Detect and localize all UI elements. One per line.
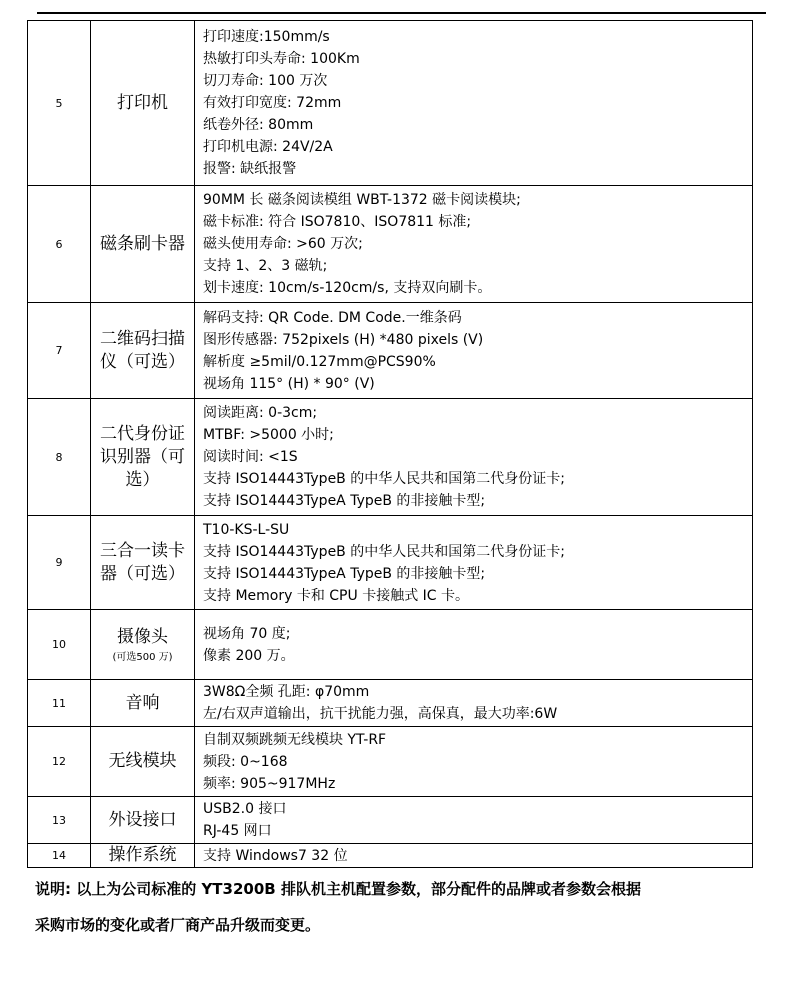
spec-line: 支持 ISO14443TypeB 的中华人民共和国第二代身份证卡; bbox=[203, 471, 565, 487]
spec-line: 视场角 70 度; bbox=[203, 625, 291, 642]
spec-row bbox=[28, 610, 753, 680]
component-name: 无线模块 bbox=[108, 751, 177, 771]
row-number: 11 bbox=[28, 680, 91, 727]
component-cell bbox=[91, 844, 195, 868]
spec-line: 切刀寿命: 100 万次 bbox=[203, 73, 328, 89]
row-number: 12 bbox=[28, 727, 91, 797]
spec-row bbox=[28, 797, 753, 844]
row-number: 5 bbox=[28, 21, 91, 186]
spec-row bbox=[28, 399, 753, 516]
spec-line: 视场角 115° (H) * 90° (V) bbox=[203, 375, 375, 392]
component-subnote: (可选500 万) bbox=[112, 651, 173, 663]
row-number: 9 bbox=[28, 516, 91, 610]
spec-line: 3W8Ω全频 孔距: φ70mm bbox=[203, 684, 370, 700]
component-name: 外设接口 bbox=[108, 809, 177, 830]
row-number: 14 bbox=[28, 844, 91, 868]
spec-line: 报警: 缺纸报警 bbox=[203, 161, 297, 177]
spec-line: 解析度 ≥5mil/0.127mm@PCS90% bbox=[203, 353, 436, 370]
spec-row bbox=[28, 727, 753, 797]
row-number: 8 bbox=[28, 399, 91, 516]
spec-line: 支持 Windows7 32 位 bbox=[203, 847, 348, 864]
spec-row bbox=[28, 186, 753, 303]
spec-details bbox=[195, 680, 753, 727]
spec-details bbox=[195, 797, 753, 844]
spec-row bbox=[28, 844, 753, 868]
row-number: 7 bbox=[28, 303, 91, 399]
component-name: 三合一读卡器（可选） bbox=[100, 540, 185, 584]
spec-line: 频段: 0~168 bbox=[203, 753, 288, 770]
spec-row bbox=[28, 21, 753, 186]
component-cell bbox=[91, 680, 195, 727]
row-number: 13 bbox=[28, 797, 91, 844]
spec-line: 支持 ISO14443TypeB 的中华人民共和国第二代身份证卡; bbox=[203, 543, 565, 560]
spec-line: 纸卷外径: 80mm bbox=[203, 117, 314, 133]
component-name: 二维码扫描仪（可选） bbox=[100, 328, 185, 372]
component-name: 操作系统 bbox=[108, 845, 177, 865]
component-cell bbox=[91, 399, 195, 516]
spec-line: 打印速度:150mm/s bbox=[203, 29, 330, 45]
spec-line: USB2.0 接口 bbox=[203, 801, 287, 817]
spec-details bbox=[195, 727, 753, 797]
spec-row bbox=[28, 303, 753, 399]
spec-details bbox=[195, 21, 753, 186]
component-cell bbox=[91, 21, 195, 186]
spec-line: 90MM 长 磁条阅读模组 WBT-1372 磁卡阅读模块; bbox=[203, 192, 521, 208]
spec-details bbox=[195, 186, 753, 303]
spec-line: 阅读时间: <1S bbox=[203, 449, 298, 465]
spec-line: 自制双频跳频无线模块 YT-RF bbox=[203, 731, 387, 748]
spec-line: 打印机电源: 24V/2A bbox=[203, 139, 333, 155]
spec-line: 磁头使用寿命: >60 万次; bbox=[203, 236, 363, 252]
row-number: 10 bbox=[28, 610, 91, 680]
component-cell bbox=[91, 727, 195, 797]
component-cell bbox=[91, 186, 195, 303]
spec-table bbox=[27, 20, 753, 868]
component-name: 磁条刷卡器 bbox=[100, 233, 185, 254]
row-number: 6 bbox=[28, 186, 91, 303]
note-line-1: 说明: 以上为公司标准的 YT3200B 排队机主机配置参数，部分配件的品牌或者参数会根据 bbox=[35, 880, 641, 898]
spec-line: 磁卡标准: 符合 ISO7810、ISO7811 标准; bbox=[203, 214, 472, 230]
spec-line: 支持 Memory 卡和 CPU 卡接触式 IC 卡。 bbox=[203, 587, 470, 604]
component-name: 打印机 bbox=[117, 92, 168, 113]
spec-details bbox=[195, 516, 753, 610]
note-line-2: 采购市场的变化或者厂商产品升级而变更。 bbox=[35, 916, 321, 934]
component-cell bbox=[91, 303, 195, 399]
component-cell bbox=[91, 516, 195, 610]
component-cell bbox=[91, 797, 195, 844]
spec-details bbox=[195, 610, 753, 680]
spec-line: 频率: 905~917MHz bbox=[203, 775, 336, 792]
spec-line: 支持 1、2、3 磁轨; bbox=[203, 258, 328, 274]
spec-details bbox=[195, 844, 753, 868]
component-name: 二代身份证识别器（可选） bbox=[100, 423, 185, 490]
spec-details bbox=[195, 303, 753, 399]
spec-line: 支持 ISO14443TypeA TypeB 的非接触卡型; bbox=[203, 493, 486, 509]
spec-row bbox=[28, 680, 753, 727]
spec-line: 支持 ISO14443TypeA TypeB 的非接触卡型; bbox=[203, 565, 486, 582]
spec-line: 左/右双声道输出，抗干扰能力强，高保真，最大功率:6W bbox=[203, 706, 558, 722]
spec-line: 阅读距离: 0-3cm; bbox=[203, 405, 318, 421]
spec-line: 像素 200 万。 bbox=[203, 647, 295, 664]
component-name: 音响 bbox=[125, 692, 160, 713]
spec-line: 解码支持: QR Code. DM Code.一维条码 bbox=[203, 309, 462, 326]
component-name: 摄像头 bbox=[117, 626, 168, 647]
spec-row bbox=[28, 516, 753, 610]
spec-line: T10-KS-L-SU bbox=[203, 521, 290, 538]
spec-line: RJ-45 网口 bbox=[203, 823, 272, 839]
component-cell bbox=[91, 610, 195, 680]
spec-line: 划卡速度: 10cm/s-120cm/s, 支持双向刷卡。 bbox=[203, 280, 492, 296]
spec-line: 有效打印宽度: 72mm bbox=[203, 95, 342, 111]
spec-line: 图形传感器: 752pixels (H) *480 pixels (V) bbox=[203, 331, 484, 348]
spec-line: 热敏打印头寿命: 100Km bbox=[203, 51, 360, 67]
spec-details bbox=[195, 399, 753, 516]
spec-line: MTBF: >5000 小时; bbox=[203, 427, 334, 443]
header-rule bbox=[37, 12, 766, 14]
